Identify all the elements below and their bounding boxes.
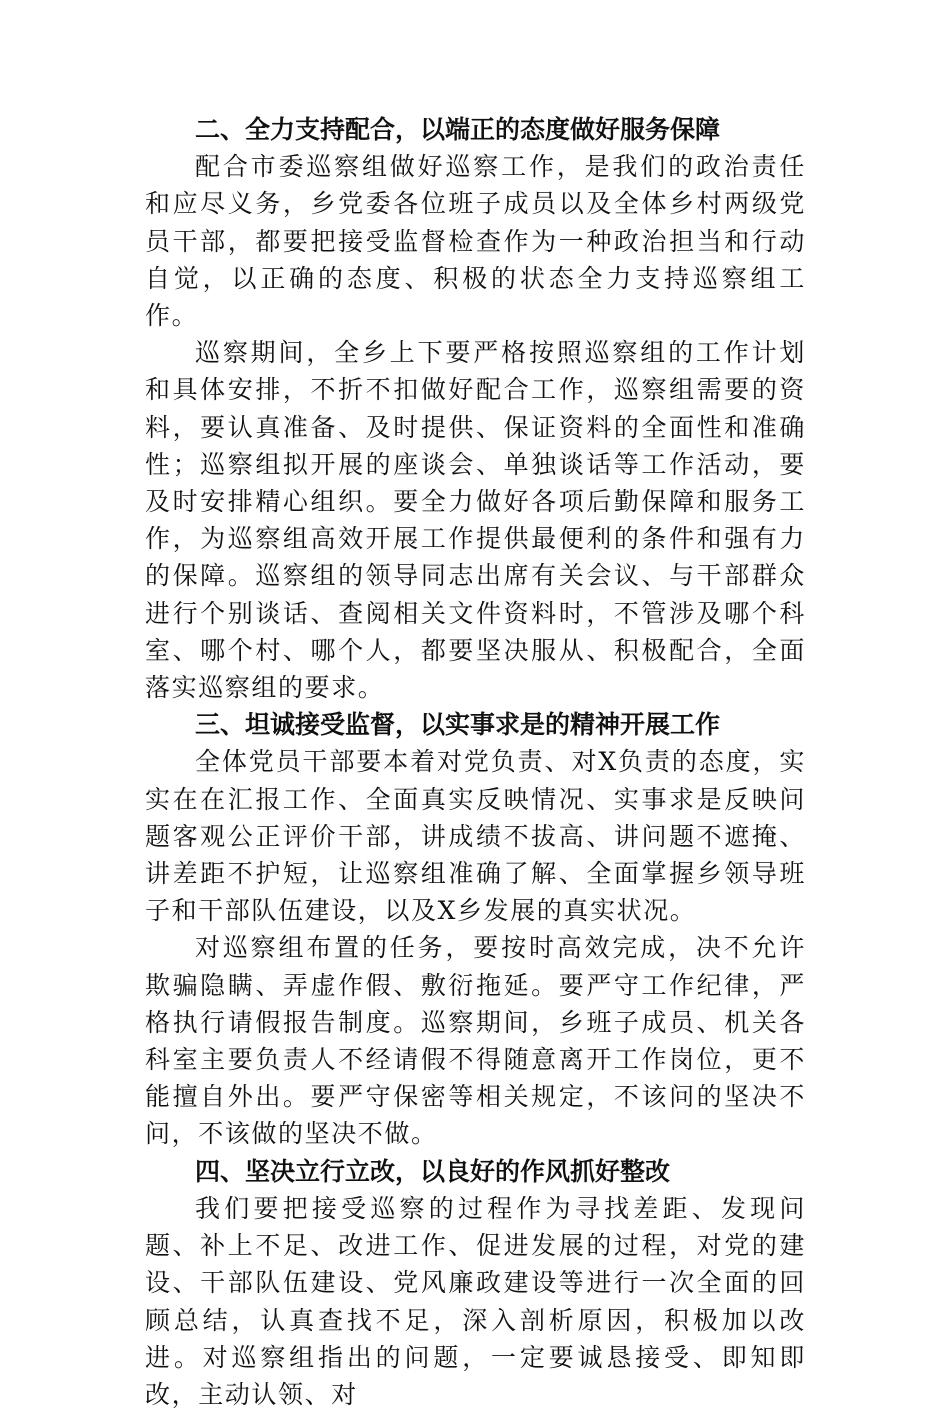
section-2-paragraph-1: 配合市委巡察组做好巡察工作，是我们的政治责任和应尽义务，乡党委各位班子成员以及全体乡村两级党员干部，都要把接受监督检查作为一种政治担当和行动自觉，以正确的态度、积极的状态全力支持巡察组工作。 bbox=[145, 152, 806, 331]
section-3-paragraph-2: 对巡察组布置的任务，要按时高效完成，决不允许欺骗隐瞒、弄虚作假、敷衍拖延。要严守工作纪律，严格执行请假报告制度。巡察期间，乡班子成员、机关各科室主要负责人不经请假不得随意离开工作岗位，更不能擅自外出。要严守保密等相关规定，不该问的坚决不问，不该做的坚决不做。 bbox=[145, 933, 806, 1149]
section-4-paragraph-1: 我们要把接受巡察的过程作为寻找差距、发现问题、补上不足、改进工作、促进发展的过程，对党的建设、干部队伍建设、党风廉政建设等进行一次全面的回顾总结，认真查找不足，深入剖析原因，积极加以改进。对巡察组指出的问题，一定要诚恳接受、即知即改，主动认领、对 bbox=[145, 1193, 806, 1409]
section-heading-4: 四、坚决立行立改，以良好的作风抓好整改 bbox=[195, 1156, 671, 1186]
section-heading-3: 三、坦诚接受监督，以实事求是的精神开展工作 bbox=[195, 710, 721, 740]
section-heading-2: 二、全力支持配合，以端正的态度做好服务保障 bbox=[195, 115, 721, 144]
section-3-paragraph-1: 全体党员干部要本着对党负责、对X负责的态度，实实在在汇报工作、全面真实反映情况、实事求是反映问题客观公正评价干部，讲成绩不拔高、讲问题不遮掩、讲差距不护短，让巡察组准确了解、全面掌握乡领导班子和干部队伍建设，以及X乡发展的真实状况。 bbox=[145, 747, 806, 926]
section-2-paragraph-2: 巡察期间，全乡上下要严格按照巡察组的工作计划和具体安排，不折不扣做好配合工作，巡察组需要的资料，要认真准备、及时提供、保证资料的全面性和准确性；巡察组拟开展的座谈会、单独谈话等工作活动，要及时安排精心组织。要全力做好各项后勤保障和服务工作，为巡察组高效开展工作提供最便利的条件和强有力的保障。巡察组的领导同志出席有关会议、与干部群众进行个别谈话、查阅相关文件资料时，不管涉及哪个科室、哪个村、哪个人，都要坚决服从、积极配合，全面落实巡察组的要求。 bbox=[145, 338, 806, 703]
